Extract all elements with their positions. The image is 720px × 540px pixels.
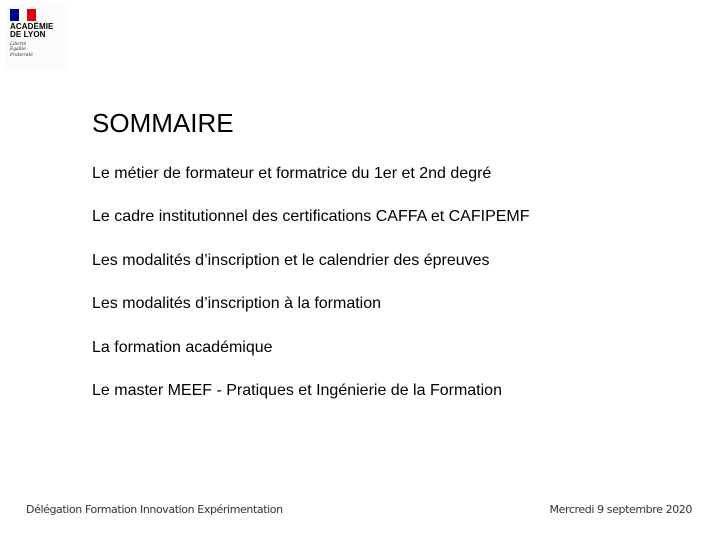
slide-title: SOMMAIRE [92, 108, 234, 138]
summary-item: Les modalités d’inscription et le calendrier des épreuves [92, 251, 490, 269]
flag-white-stripe [19, 9, 28, 21]
summary-item: Les modalités d’inscription à la formation [92, 295, 382, 313]
motto-line: Fraternité [10, 52, 33, 58]
logo-line-2: DE LYON [10, 30, 46, 39]
summary-list [92, 163, 530, 423]
academie-logo [6, 6, 68, 70]
flag-blue-stripe [10, 9, 19, 21]
logo-line-1: ACADÉMIE [10, 22, 54, 31]
summary-item: Le master MEEF - Pratiques et Ingénierie de la Formation [92, 381, 502, 399]
flag-icon [10, 9, 36, 21]
logo-motto [10, 42, 65, 58]
motto-line: Liberté [10, 42, 27, 47]
logo-name [10, 23, 65, 39]
footer-date: Mercredi 9 septembre 2020 [549, 503, 692, 516]
motto-line: Égalité [10, 47, 26, 53]
summary-item: Le cadre institutionnel des certifications CAFFA et CAFIPEMF [92, 208, 530, 226]
summary-item: Le métier de formateur et formatrice du 1er et 2nd degré [92, 165, 492, 182]
flag-red-stripe [27, 9, 36, 21]
summary-item: La formation académique [92, 338, 273, 356]
footer-department: Délégation Formation Innovation Expérimentation [26, 503, 283, 516]
